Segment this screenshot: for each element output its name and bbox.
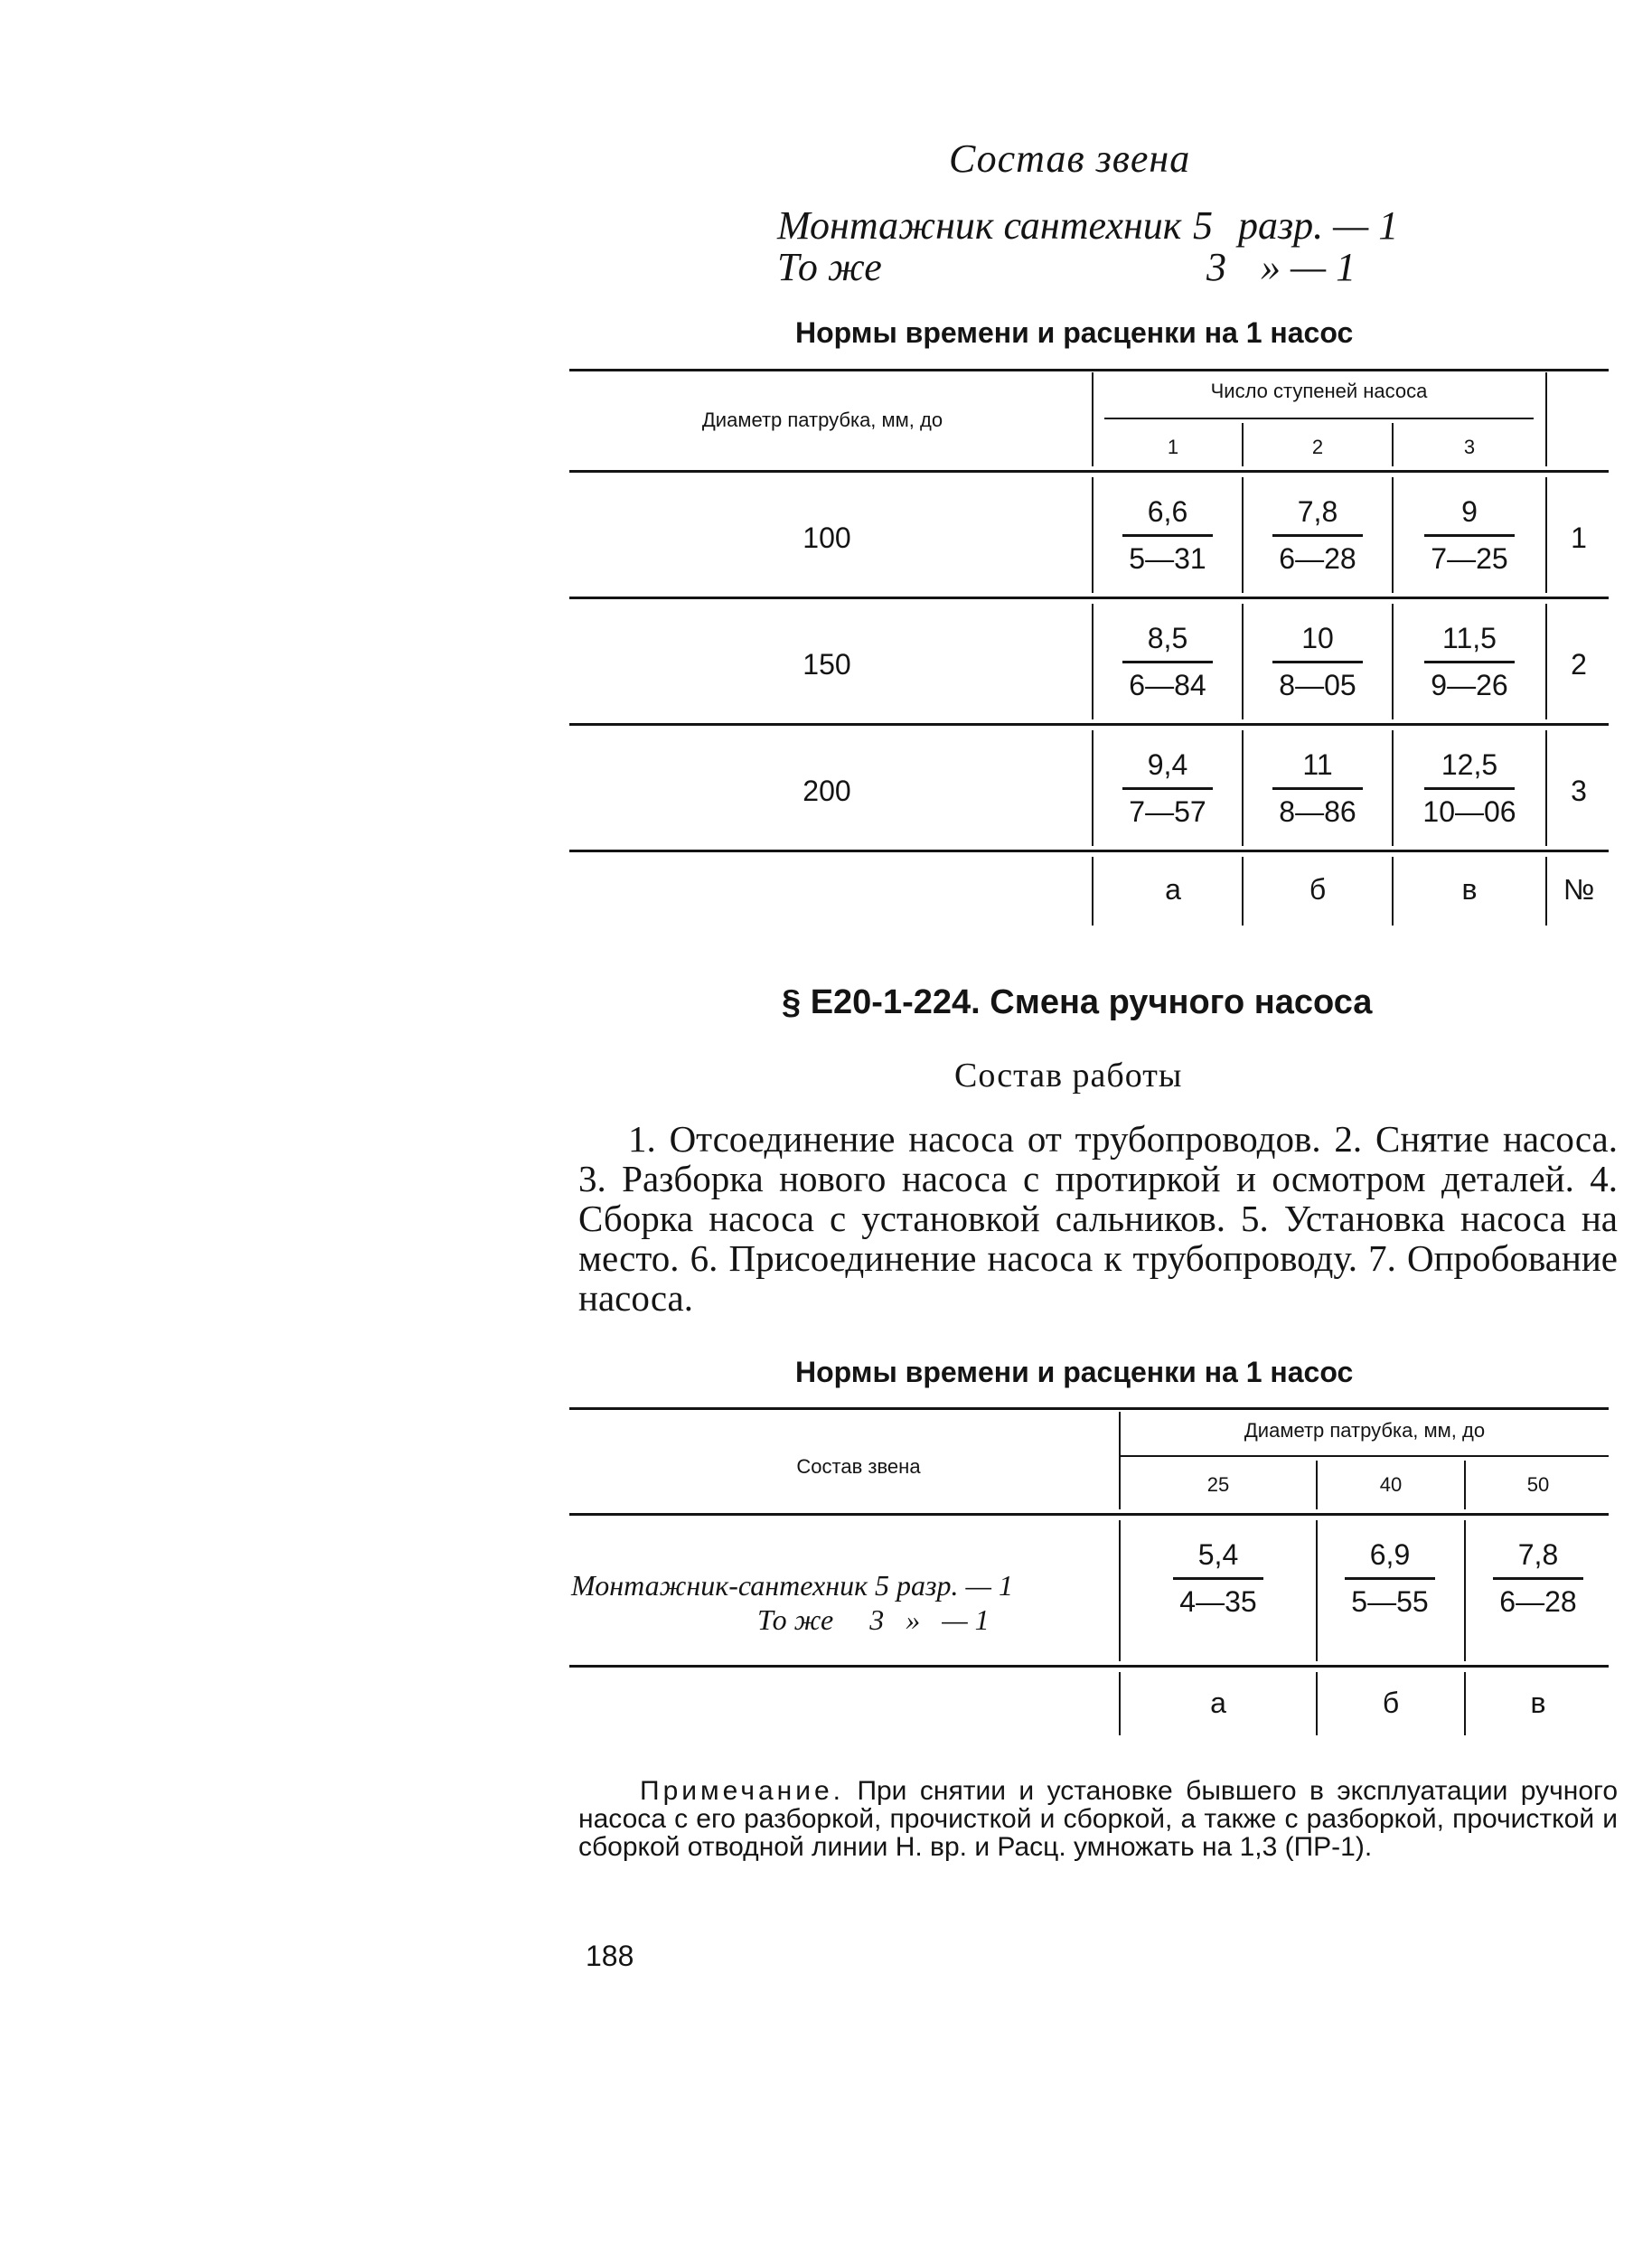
table1-cell bbox=[1415, 622, 1524, 702]
norm-time: 9 bbox=[1461, 495, 1478, 528]
section-subtitle: Состав работы bbox=[954, 1057, 1183, 1095]
table1-vrule bbox=[1242, 477, 1244, 593]
fraction-bar bbox=[1272, 661, 1363, 663]
crew-grade: 5 bbox=[1193, 203, 1213, 248]
table1-row-label: 200 bbox=[803, 775, 851, 807]
table2-crew-line-2: То же 3 » — 1 bbox=[757, 1603, 990, 1636]
rate: 5—55 bbox=[1351, 1585, 1429, 1618]
rate: 6—28 bbox=[1499, 1585, 1577, 1618]
page-number: 188 bbox=[586, 1940, 634, 1972]
rate: 8—05 bbox=[1279, 669, 1356, 701]
table1-footer-label: а bbox=[1165, 873, 1181, 906]
table2-footer-label: б bbox=[1382, 1687, 1400, 1719]
table1-group-header: Число ступеней насоса bbox=[1210, 380, 1428, 402]
table1-header-rule bbox=[569, 470, 1609, 473]
table2-row-header: Состав звена bbox=[796, 1455, 921, 1478]
norm-time: 5,4 bbox=[1197, 1538, 1239, 1571]
fraction-bar bbox=[1272, 534, 1363, 537]
rate: 4—35 bbox=[1179, 1585, 1257, 1618]
fraction-bar bbox=[1424, 534, 1515, 537]
norm-time: 10 bbox=[1301, 622, 1334, 654]
table1-vrule bbox=[1392, 730, 1394, 846]
fraction-bar bbox=[1493, 1577, 1583, 1580]
table1-cell bbox=[1263, 748, 1372, 829]
table1-vrule bbox=[1392, 477, 1394, 593]
table1-row-number: 2 bbox=[1571, 648, 1587, 681]
table1-footer-label: № bbox=[1563, 873, 1595, 906]
crew-role: То же bbox=[777, 245, 882, 289]
table2-vrule bbox=[1119, 1520, 1121, 1661]
table1-vrule bbox=[1392, 604, 1394, 719]
table1-vrule bbox=[1242, 730, 1244, 846]
table1-cell bbox=[1113, 495, 1222, 576]
fraction-bar bbox=[1122, 661, 1213, 663]
rate: 10—06 bbox=[1422, 795, 1516, 828]
fraction-bar bbox=[1424, 787, 1515, 790]
table1-footer-label: б bbox=[1309, 873, 1327, 906]
table2-header-rule bbox=[569, 1513, 1609, 1516]
table1-cell bbox=[1263, 495, 1372, 576]
table1-group-rule bbox=[1104, 418, 1534, 419]
table2-group-header: Диаметр патрубка, мм, до bbox=[1244, 1419, 1486, 1442]
rate: 8—86 bbox=[1279, 795, 1356, 828]
table1-cell bbox=[1415, 748, 1524, 829]
crew-line-2 bbox=[777, 244, 1356, 290]
table2-bottom-rule bbox=[569, 1665, 1609, 1668]
table2-vrule bbox=[1464, 1520, 1466, 1661]
table2-group-rule bbox=[1121, 1455, 1609, 1457]
note bbox=[578, 1777, 1618, 1861]
table2-top-rule bbox=[569, 1407, 1609, 1410]
norm-time: 11 bbox=[1302, 748, 1333, 781]
crew-role: Монтажник сантехник bbox=[777, 203, 1182, 248]
crew-grade: 3 bbox=[1206, 245, 1226, 289]
rate: 7—25 bbox=[1431, 542, 1508, 575]
table1-top-rule bbox=[569, 369, 1609, 371]
fraction-bar bbox=[1122, 534, 1213, 537]
fraction-bar bbox=[1173, 1577, 1263, 1580]
section-title: § Е20-1-224. Смена ручного насоса bbox=[782, 983, 1373, 1021]
table2-vrule bbox=[1316, 1520, 1318, 1661]
norm-time: 8,5 bbox=[1147, 622, 1188, 654]
norm-time: 7,8 bbox=[1517, 1538, 1559, 1571]
fraction-bar bbox=[1272, 787, 1363, 790]
table1-col-header: 2 bbox=[1311, 436, 1324, 458]
table1-row-rule bbox=[569, 723, 1609, 726]
table2-footer-label: в bbox=[1530, 1687, 1546, 1719]
table2-crew-line-1: Монтажник-сантехник 5 разр. — 1 bbox=[571, 1569, 1013, 1602]
table2-cell bbox=[1164, 1538, 1272, 1619]
table1-row-number: 1 bbox=[1571, 522, 1587, 554]
norm-time: 6,9 bbox=[1369, 1538, 1411, 1571]
table1-footer-label: в bbox=[1461, 873, 1478, 906]
table1-vrule bbox=[1092, 730, 1094, 846]
table1-row-label: 150 bbox=[803, 648, 851, 681]
norm-time: 9,4 bbox=[1147, 748, 1188, 781]
table1-vrule bbox=[1092, 477, 1094, 593]
rate: 6—28 bbox=[1279, 542, 1356, 575]
table1-bottom-rule bbox=[569, 850, 1609, 852]
table2-col-header: 25 bbox=[1206, 1473, 1230, 1496]
table1-cell bbox=[1113, 748, 1222, 829]
table1-col-header: 3 bbox=[1463, 436, 1476, 458]
crew-line-1 bbox=[777, 202, 1399, 249]
rate: 5—31 bbox=[1129, 542, 1206, 575]
fraction-bar bbox=[1345, 1577, 1435, 1580]
crew-unit: » — 1 bbox=[1261, 245, 1356, 289]
norm-time: 11,5 bbox=[1442, 622, 1497, 654]
table1-row-number: 3 bbox=[1571, 775, 1587, 807]
norm-time: 12,5 bbox=[1441, 748, 1498, 781]
table2-caption: Нормы времени и расценки на 1 насос bbox=[795, 1356, 1354, 1388]
work-description: 1. Отсоединение насоса от трубопроводов. 2. Снятие насоса. 3. Разборка нового насоса с протиркой и осмотром деталей. 4. Сборка насоса с установкой сальников. 5. Установка насоса на место. 6. Присоединение насоса к трубопроводу. 7. Опробование насоса. bbox=[578, 1118, 1618, 1319]
table2-cell bbox=[1336, 1538, 1444, 1619]
table1-row-label: 100 bbox=[803, 522, 851, 554]
table1-row-rule bbox=[569, 597, 1609, 599]
rate: 9—26 bbox=[1431, 669, 1508, 701]
rate: 6—84 bbox=[1129, 669, 1206, 701]
fraction-bar bbox=[1122, 787, 1213, 790]
table2-cell bbox=[1484, 1538, 1592, 1619]
table1-cell bbox=[1415, 495, 1524, 576]
table1-row-header: Диаметр патрубка, мм, до bbox=[701, 409, 943, 431]
table1-vrule bbox=[1545, 372, 1547, 466]
crew-title: Состав звена bbox=[949, 136, 1191, 181]
note-label: Примечание. bbox=[640, 1776, 844, 1806]
fraction-bar bbox=[1424, 661, 1515, 663]
table1-col-header: 1 bbox=[1167, 436, 1179, 458]
table1-vrule bbox=[1092, 857, 1094, 926]
table1-vrule bbox=[1242, 604, 1244, 719]
table1-caption: Нормы времени и расценки на 1 насос bbox=[795, 316, 1354, 349]
crew-unit: разр. — 1 bbox=[1238, 203, 1399, 248]
table1-cell bbox=[1263, 622, 1372, 702]
table1-cell bbox=[1113, 622, 1222, 702]
note-text: При снятии и установке бывшего в эксплуатации ручного насоса с его разборкой, прочисткой и сборкой, а также с разборкой, прочисткой и сборкой отводной линии Н. вр. и Расц. умножать на 1,3 (ПР-1). bbox=[578, 1776, 1618, 1862]
table2-col-header: 50 bbox=[1526, 1473, 1550, 1496]
norm-time: 6,6 bbox=[1147, 495, 1188, 528]
table2-col-header: 40 bbox=[1379, 1473, 1403, 1496]
table1-vrule bbox=[1092, 372, 1094, 466]
rate: 7—57 bbox=[1129, 795, 1206, 828]
norm-time: 7,8 bbox=[1297, 495, 1338, 528]
table1-vrule bbox=[1092, 604, 1094, 719]
table2-footer-label: а bbox=[1210, 1687, 1226, 1719]
